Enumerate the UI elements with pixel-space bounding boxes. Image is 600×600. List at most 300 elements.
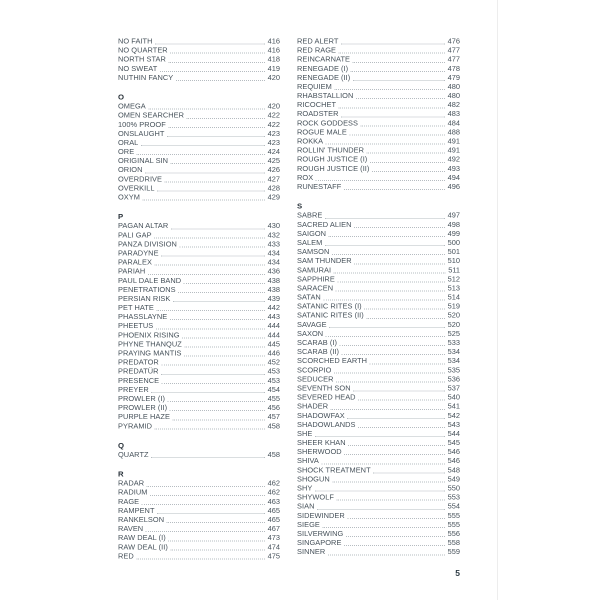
entry-title: SHEER KHAN	[297, 439, 346, 448]
entry-title: QUARTZ	[118, 450, 149, 459]
entry-page-number: 525	[447, 329, 460, 338]
dotted-leader	[332, 254, 445, 255]
entry-page-number: 484	[447, 119, 460, 128]
dotted-leader	[348, 445, 445, 446]
entry-title: SHERWOOD	[297, 448, 342, 457]
entry-title: ORE	[118, 148, 135, 157]
index-entry	[118, 294, 280, 303]
index-entry	[297, 46, 460, 55]
entry-title: PARIAH	[118, 267, 146, 276]
dotted-leader	[354, 227, 445, 228]
entry-title: SAXON	[297, 329, 324, 338]
dotted-leader	[326, 144, 445, 145]
dotted-leader	[354, 263, 445, 264]
dotted-leader	[346, 536, 445, 537]
index-entry	[118, 525, 280, 534]
entry-title: SHIVA	[297, 457, 319, 466]
index-column	[118, 37, 280, 561]
index-entry	[297, 73, 460, 82]
index-entry	[297, 466, 460, 475]
entry-title: PRESENCE	[118, 376, 160, 385]
index-entry	[297, 155, 460, 164]
entry-title: SATANIC RITES (I)	[297, 302, 362, 311]
entry-title: RAMPENT	[118, 506, 155, 515]
index-entry	[118, 534, 280, 543]
dotted-leader	[160, 71, 265, 72]
dotted-leader	[156, 328, 265, 329]
dotted-leader	[317, 509, 445, 510]
entry-title: ROGUE MALE	[297, 128, 347, 137]
entry-title: PARALEX	[118, 258, 152, 267]
entry-page-number: 419	[267, 64, 280, 73]
entry-page-number: 463	[267, 497, 280, 506]
index-entry	[297, 92, 460, 101]
dotted-leader	[156, 310, 265, 311]
index-entry	[118, 367, 280, 376]
entry-title: SABRE	[297, 211, 323, 220]
index-entry	[297, 119, 460, 128]
dotted-leader	[337, 281, 445, 282]
entry-page-number: 438	[267, 285, 280, 294]
index-entry	[297, 329, 460, 338]
entry-page-number: 550	[447, 484, 460, 493]
entry-page-number: 558	[447, 539, 460, 548]
dotted-leader	[366, 153, 445, 154]
dotted-leader	[334, 372, 445, 373]
entry-page-number: 432	[267, 231, 280, 240]
entry-page-number: 462	[267, 479, 280, 488]
entry-title: SIEGE	[297, 520, 320, 529]
entry-page-number: 418	[267, 55, 280, 64]
entry-page-number: 446	[267, 349, 280, 358]
dotted-leader	[142, 504, 265, 505]
entry-page-number: 546	[447, 457, 460, 466]
dotted-leader	[170, 53, 265, 54]
index-entry	[297, 284, 460, 293]
dotted-leader	[141, 145, 265, 146]
index-entry	[297, 502, 460, 511]
entry-title: RENEGADE (I)	[297, 64, 349, 73]
dotted-leader	[321, 463, 445, 464]
entry-title: PROWLER (II)	[118, 404, 168, 413]
entry-page-number: 444	[267, 322, 280, 331]
index-entry	[297, 539, 460, 548]
index-entry	[297, 484, 460, 493]
entry-page-number: 520	[447, 320, 460, 329]
entry-title: SHADOWFAX	[297, 411, 345, 420]
entry-page-number: 425	[267, 157, 280, 166]
entry-page-number: 453	[267, 376, 280, 385]
entry-page-number: 457	[267, 413, 280, 422]
entry-page-number: 540	[447, 393, 460, 402]
index-entry	[297, 493, 460, 502]
entry-page-number: 513	[447, 284, 460, 293]
entry-page-number: 420	[267, 102, 280, 111]
dotted-leader	[155, 44, 265, 45]
index-entry	[297, 110, 460, 119]
entry-page-number: 514	[447, 293, 460, 302]
index-entry	[297, 164, 460, 173]
entry-title: RED ALERT	[297, 37, 339, 46]
index-entry	[297, 548, 460, 557]
entry-page-number: 555	[447, 511, 460, 520]
entry-title: OVERDRIVE	[118, 175, 163, 184]
index-section	[118, 37, 280, 82]
index-entry	[118, 349, 280, 358]
entry-page-number: 423	[267, 129, 280, 138]
dotted-leader	[165, 181, 266, 182]
index-section-header: S	[297, 202, 303, 211]
index-entry	[118, 73, 280, 82]
entry-title: SATANIC RITES (II)	[297, 311, 364, 320]
entry-title: ONSLAUGHT	[118, 129, 165, 138]
dotted-leader	[168, 127, 265, 128]
entry-page-number: 536	[447, 375, 460, 384]
entry-page-number: 543	[447, 420, 460, 429]
index-entry	[297, 411, 460, 420]
entry-title: SAIGON	[297, 229, 327, 238]
entry-page-number: 438	[267, 276, 280, 285]
dotted-leader	[329, 236, 446, 237]
index-entry	[118, 175, 280, 184]
dotted-leader	[341, 116, 445, 117]
entry-title: ORAL	[118, 138, 139, 147]
entry-page-number: 545	[447, 439, 460, 448]
entry-page-number: 427	[267, 175, 280, 184]
index-entry	[297, 37, 460, 46]
dotted-leader	[356, 98, 445, 99]
entry-title: REQUIEM	[297, 82, 332, 91]
dotted-leader	[137, 154, 265, 155]
dotted-leader	[341, 44, 445, 45]
entry-title: SIAN	[297, 502, 315, 511]
entry-page-number: 512	[447, 275, 460, 284]
index-entry	[297, 257, 460, 266]
entry-page-number: 534	[447, 357, 460, 366]
index-entry	[118, 340, 280, 349]
index-entry	[297, 220, 460, 229]
index-entry	[297, 529, 460, 538]
index-entry	[118, 422, 280, 431]
dotted-leader	[328, 554, 445, 555]
entry-page-number: 511	[448, 266, 460, 275]
entry-page-number: 423	[267, 138, 280, 147]
index-entry	[118, 37, 280, 46]
dotted-leader	[171, 163, 266, 164]
dotted-leader	[353, 391, 445, 392]
entry-page-number: 499	[447, 229, 460, 238]
entry-page-number: 424	[267, 148, 280, 157]
index-entry	[297, 238, 460, 247]
entry-page-number: 491	[447, 137, 460, 146]
entry-title: SHE	[297, 429, 313, 438]
index-entry	[297, 211, 460, 220]
dotted-leader	[154, 265, 265, 266]
index-section-header: P	[118, 212, 124, 222]
index-entry	[118, 193, 280, 202]
index-section	[118, 213, 280, 431]
entry-page-number: 498	[447, 220, 460, 229]
entry-page-number: 439	[267, 294, 280, 303]
entry-page-number: 549	[447, 475, 460, 484]
entry-title: RADAR	[118, 479, 145, 488]
entry-page-number: 475	[267, 552, 280, 561]
entry-title: PALI GAP	[118, 231, 152, 240]
dotted-leader	[157, 191, 265, 192]
dotted-leader	[366, 318, 445, 319]
index-entry	[297, 475, 460, 484]
entry-page-number: 434	[267, 258, 280, 267]
index-entry	[118, 404, 280, 413]
index-section	[118, 93, 280, 202]
dotted-leader	[179, 246, 265, 247]
index-entry	[297, 366, 460, 375]
entry-title: PET HATE	[118, 304, 154, 313]
entry-title: NO QUARTER	[118, 46, 168, 55]
entry-title: SALEM	[297, 238, 323, 247]
entry-page-number: 455	[267, 394, 280, 403]
index-entry	[118, 479, 280, 488]
entry-page-number: 456	[267, 404, 280, 413]
index-entry	[118, 184, 280, 193]
dotted-leader	[326, 336, 445, 337]
entry-page-number: 467	[267, 525, 280, 534]
entry-page-number: 479	[447, 73, 460, 82]
dotted-leader	[170, 549, 265, 550]
entry-title: SCARAB (II)	[297, 348, 340, 357]
dotted-leader	[336, 291, 446, 292]
dotted-leader	[178, 292, 265, 293]
entry-title: PHYNE THANQUZ	[118, 340, 182, 349]
index-entry	[297, 229, 460, 238]
entry-page-number: 548	[447, 466, 460, 475]
entry-title: RAVEN	[118, 525, 144, 534]
index-entry	[118, 358, 280, 367]
dotted-leader	[370, 363, 446, 364]
entry-title: SARACEN	[297, 284, 334, 293]
entry-title: ROUGH JUSTICE (I)	[297, 155, 368, 164]
dotted-leader	[364, 309, 445, 310]
dotted-leader	[168, 62, 265, 63]
index-entry	[118, 552, 280, 561]
entry-title: PAGAN ALTAR	[118, 222, 169, 231]
dotted-leader	[170, 319, 265, 320]
entry-page-number: 483	[447, 110, 460, 119]
dotted-leader	[184, 347, 265, 348]
entry-page-number: 496	[447, 182, 460, 191]
entry-page-number: 480	[447, 82, 460, 91]
index-section	[118, 470, 280, 561]
entry-title: SCORCHED EARTH	[297, 357, 368, 366]
entry-title: SINNER	[297, 548, 326, 557]
entry-page-number: 491	[447, 146, 460, 155]
entry-page-number: 541	[447, 402, 460, 411]
dotted-leader	[184, 283, 265, 284]
entry-title: PHEETUS	[118, 322, 154, 331]
index-entry	[297, 275, 460, 284]
entry-page-number: 454	[267, 385, 280, 394]
index-entry	[118, 322, 280, 331]
entry-page-number: 553	[447, 493, 460, 502]
index-section	[297, 37, 460, 192]
index-section-header: R	[118, 470, 124, 479]
dotted-leader	[344, 454, 445, 455]
entry-title: SAPPHIRE	[297, 275, 335, 284]
index-section	[297, 202, 460, 557]
index-entry	[297, 302, 460, 311]
entry-title: ROADSTER	[297, 110, 339, 119]
index-entry	[297, 393, 460, 402]
index-entry	[118, 276, 280, 285]
dotted-leader	[339, 345, 445, 346]
dotted-leader	[331, 409, 446, 410]
dotted-leader	[150, 495, 265, 496]
dotted-leader	[172, 419, 265, 420]
index-entry	[118, 111, 280, 120]
index-entry	[118, 258, 280, 267]
dotted-leader	[145, 172, 265, 173]
dotted-leader	[372, 171, 445, 172]
dotted-leader	[161, 365, 265, 366]
entry-title: PERSIAN RISK	[118, 294, 171, 303]
index-entry	[297, 173, 460, 182]
page-number: 5	[455, 568, 460, 578]
dotted-leader	[148, 109, 265, 110]
entry-title: ROLLIN' THUNDER	[297, 146, 364, 155]
index-entry	[118, 55, 280, 64]
index-entry	[118, 313, 280, 322]
dotted-leader	[315, 436, 445, 437]
dotted-leader	[353, 62, 446, 63]
entry-title: ROX	[297, 173, 314, 182]
dotted-leader	[373, 472, 445, 473]
index-entry	[118, 157, 280, 166]
entry-title: PREDATOR	[118, 358, 159, 367]
index-entry	[297, 357, 460, 366]
entry-title: RADIUM	[118, 488, 148, 497]
index-entry	[118, 102, 280, 111]
dotted-leader	[168, 540, 265, 541]
entry-page-number: 473	[267, 534, 280, 543]
dotted-leader	[332, 482, 445, 483]
entry-page-number: 465	[267, 506, 280, 515]
dotted-leader	[339, 53, 446, 54]
entry-title: PANZA DIVISION	[118, 240, 177, 249]
index-entry	[118, 376, 280, 385]
entry-title: SEVERED HEAD	[297, 393, 356, 402]
entry-title: PARADYNE	[118, 249, 159, 258]
entry-title: PREYER	[118, 385, 149, 394]
entry-title: PURPLE HAZE	[118, 413, 170, 422]
index-entry	[118, 240, 280, 249]
entry-title: NO SWEAT	[118, 64, 158, 73]
entry-page-number: 416	[267, 46, 280, 55]
dotted-leader	[167, 522, 266, 523]
entry-page-number: 533	[447, 339, 460, 347]
entry-page-number: 542	[447, 411, 460, 420]
entry-title: SAM THUNDER	[297, 257, 352, 266]
dotted-leader	[154, 237, 265, 238]
index-entry	[118, 120, 280, 129]
page-edge-shadow	[497, 0, 498, 600]
entry-page-number: 428	[267, 184, 280, 193]
entry-title: RAW DEAL (II)	[118, 543, 168, 552]
entry-page-number: 416	[267, 37, 280, 46]
dotted-leader	[171, 228, 265, 229]
dotted-leader	[361, 125, 446, 126]
entry-title: ROCK GODDESS	[297, 119, 359, 128]
entry-title: SEDUCER	[297, 375, 334, 384]
entry-title: SEVENTH SON	[297, 384, 351, 393]
index-entry	[297, 420, 460, 429]
index-entry	[297, 266, 460, 275]
dotted-leader	[161, 374, 265, 375]
index-entry	[118, 488, 280, 497]
index-entry	[297, 348, 460, 357]
entry-title: SCARAB (I)	[297, 339, 337, 347]
entry-title: PRAYING MANTIS	[118, 349, 182, 358]
index-entry	[297, 146, 460, 155]
dotted-leader	[347, 418, 445, 419]
dotted-leader	[325, 218, 445, 219]
dotted-leader	[349, 135, 445, 136]
entry-title: OMEGA	[118, 102, 146, 111]
index-entry	[297, 137, 460, 146]
entry-page-number: 458	[267, 422, 280, 431]
entry-title: PHASSLAYNE	[118, 313, 168, 322]
index-entry	[118, 506, 280, 515]
entry-page-number: 501	[447, 248, 460, 257]
entry-page-number: 559	[447, 548, 460, 557]
index-entry	[118, 285, 280, 294]
entry-page-number: 494	[447, 173, 460, 182]
entry-page-number: 497	[447, 211, 460, 220]
entry-title: RAW DEAL (I)	[118, 534, 166, 543]
index-section-header: O	[118, 92, 125, 102]
entry-page-number: 453	[267, 367, 280, 376]
entry-title: SCORPIO	[297, 366, 332, 375]
entry-page-number: 537	[447, 384, 460, 393]
entry-page-number: 420	[267, 73, 280, 82]
index-entry	[118, 267, 280, 276]
entry-title: 100% PROOF	[118, 120, 166, 129]
dotted-leader	[146, 531, 265, 532]
dotted-leader	[187, 118, 266, 119]
index-entry	[118, 166, 280, 175]
entry-page-number: 462	[267, 488, 280, 497]
entry-title: RICOCHET	[297, 101, 337, 110]
entry-title: SHY	[297, 484, 313, 493]
index-section-header: Q	[118, 441, 125, 450]
entry-title: SHOCK TREATMENT	[297, 466, 371, 475]
entry-page-number: 445	[267, 340, 280, 349]
index-columns	[118, 37, 460, 561]
entry-page-number: 555	[447, 520, 460, 529]
index-entry	[297, 339, 460, 348]
index-entry	[118, 413, 280, 422]
dotted-leader	[170, 410, 266, 411]
index-entry	[118, 46, 280, 55]
index-entry	[118, 394, 280, 403]
index-section	[118, 441, 280, 459]
entry-page-number: 500	[447, 238, 460, 247]
entry-title: NUTHIN FANCY	[118, 73, 174, 82]
dotted-leader	[344, 545, 445, 546]
entry-title: PHOENIX RISING	[118, 331, 180, 340]
dotted-leader	[136, 559, 265, 560]
dotted-leader	[344, 189, 445, 190]
dotted-leader	[370, 162, 445, 163]
